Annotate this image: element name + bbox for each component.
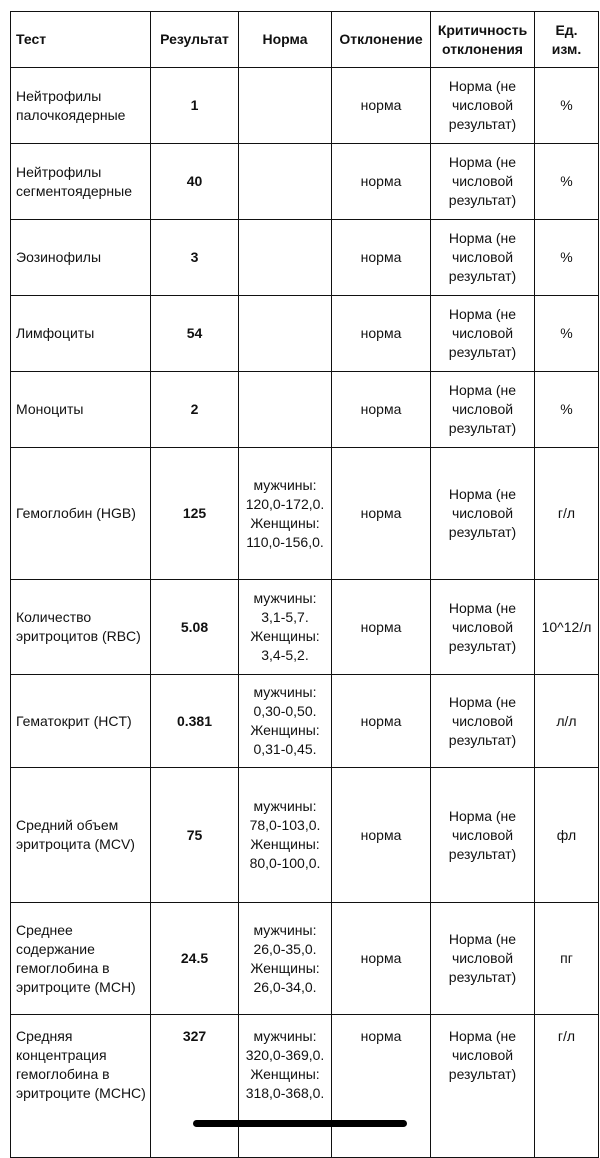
criticality-value: Норма (не числовой результат) <box>431 768 535 903</box>
test-name: Нейтрофилы палочкоядерные <box>11 68 151 144</box>
table-row <box>11 68 599 144</box>
norm-range: мужчины: 26,0-35,0. Женщины: 26,0-34,0. <box>239 903 332 1015</box>
result-value: 125 <box>151 448 239 580</box>
deviation-value: норма <box>332 768 431 903</box>
result-value: 327 <box>151 1015 239 1158</box>
norm-range <box>239 220 332 296</box>
header-test: Тест <box>11 12 151 68</box>
deviation-value: норма <box>332 372 431 448</box>
lab-results-table <box>10 11 599 1158</box>
deviation-value: норма <box>332 296 431 372</box>
test-name: Лимфоциты <box>11 296 151 372</box>
table-row <box>11 448 599 580</box>
table-row <box>11 220 599 296</box>
result-value: 40 <box>151 144 239 220</box>
table-row <box>11 768 599 903</box>
criticality-value: Норма (не числовой результат) <box>431 220 535 296</box>
norm-range: мужчины: 3,1-5,7. Женщины: 3,4-5,2. <box>239 580 332 675</box>
unit-value: % <box>535 372 599 448</box>
header-criticality: Критичность отклонения <box>431 12 535 68</box>
result-value: 0.381 <box>151 675 239 768</box>
criticality-value: Норма (не числовой результат) <box>431 372 535 448</box>
test-name: Среднее содержание гемоглобина в эритроците (MCH) <box>11 903 151 1015</box>
home-indicator[interactable] <box>193 1120 407 1127</box>
header-result: Результат <box>151 12 239 68</box>
deviation-value: норма <box>332 675 431 768</box>
test-name: Эозинофилы <box>11 220 151 296</box>
test-name: Нейтрофилы сегментоядерные <box>11 144 151 220</box>
test-name: Моноциты <box>11 372 151 448</box>
test-name: Средний объем эритроцита (MCV) <box>11 768 151 903</box>
norm-range: мужчины: 0,30-0,50. Женщины: 0,31-0,45. <box>239 675 332 768</box>
criticality-value: Норма (не числовой результат) <box>431 903 535 1015</box>
header-norm: Норма <box>239 12 332 68</box>
table-row <box>11 144 599 220</box>
result-value: 24.5 <box>151 903 239 1015</box>
result-value: 1 <box>151 68 239 144</box>
deviation-value: норма <box>332 448 431 580</box>
criticality-value: Норма (не числовой результат) <box>431 68 535 144</box>
norm-range <box>239 296 332 372</box>
criticality-value: Норма (не числовой результат) <box>431 675 535 768</box>
table-row <box>11 580 599 675</box>
unit-value: л/л <box>535 675 599 768</box>
deviation-value: норма <box>332 903 431 1015</box>
norm-range <box>239 144 332 220</box>
deviation-value: норма <box>332 580 431 675</box>
criticality-value: Норма (не числовой результат) <box>431 144 535 220</box>
test-name: Гематокрит (HCT) <box>11 675 151 768</box>
unit-value: % <box>535 68 599 144</box>
result-value: 5.08 <box>151 580 239 675</box>
deviation-value: норма <box>332 144 431 220</box>
criticality-value: Норма (не числовой результат) <box>431 580 535 675</box>
result-value: 3 <box>151 220 239 296</box>
unit-value: % <box>535 144 599 220</box>
norm-range <box>239 68 332 144</box>
result-value: 75 <box>151 768 239 903</box>
table-row <box>11 1015 599 1158</box>
header-deviation: Отклонение <box>332 12 431 68</box>
deviation-value: норма <box>332 68 431 144</box>
norm-range: мужчины: 120,0-172,0. Женщины: 110,0-156,0. <box>239 448 332 580</box>
test-name: Средняя концентрация гемоглобина в эритроците (MCHC) <box>11 1015 151 1158</box>
criticality-value: Норма (не числовой результат) <box>431 296 535 372</box>
table-row <box>11 372 599 448</box>
unit-value: % <box>535 220 599 296</box>
table-row <box>11 675 599 768</box>
norm-range: мужчины: 78,0-103,0. Женщины: 80,0-100,0. <box>239 768 332 903</box>
table-row <box>11 296 599 372</box>
header-unit: Ед. изм. <box>535 12 599 68</box>
result-value: 54 <box>151 296 239 372</box>
deviation-value: норма <box>332 220 431 296</box>
norm-range <box>239 372 332 448</box>
test-name: Гемоглобин (HGB) <box>11 448 151 580</box>
result-value: 2 <box>151 372 239 448</box>
criticality-value: Норма (не числовой результат) <box>431 1015 535 1158</box>
criticality-value: Норма (не числовой результат) <box>431 448 535 580</box>
unit-value: г/л <box>535 448 599 580</box>
unit-value: пг <box>535 903 599 1015</box>
test-name: Количество эритроцитов (RBC) <box>11 580 151 675</box>
table-header-row <box>11 12 599 68</box>
unit-value: фл <box>535 768 599 903</box>
table-row <box>11 903 599 1015</box>
norm-range: мужчины: 320,0-369,0. Женщины: 318,0-368,0. <box>239 1015 332 1158</box>
unit-value: % <box>535 296 599 372</box>
unit-value: г/л <box>535 1015 599 1158</box>
deviation-value: норма <box>332 1015 431 1158</box>
unit-value: 10^12/л <box>535 580 599 675</box>
